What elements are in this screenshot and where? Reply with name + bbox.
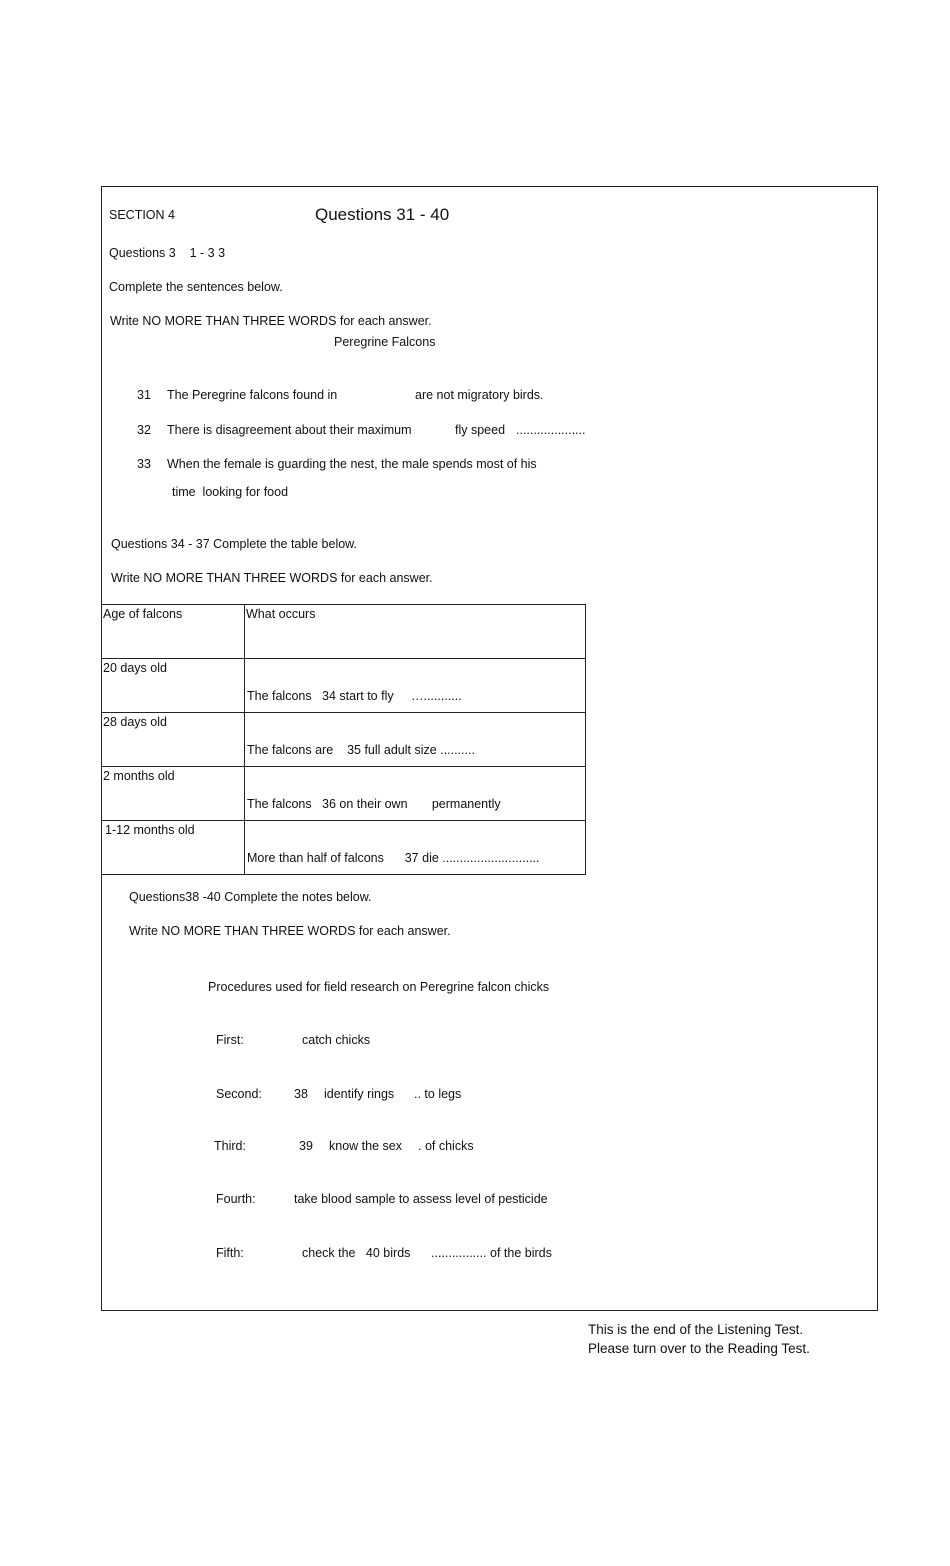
questions-title: Questions 31 - 40 bbox=[315, 205, 450, 224]
step-third-label: Third: bbox=[214, 1139, 246, 1153]
question-number-31: 31 bbox=[137, 388, 151, 402]
age-label: 2 months old bbox=[103, 769, 175, 783]
table-cell-age bbox=[102, 713, 245, 767]
header-what-occurs: What occurs bbox=[246, 607, 316, 621]
step-second-label: Second: bbox=[216, 1087, 262, 1101]
table-cell-age bbox=[102, 821, 245, 875]
part3-heading: Questions38 -40 Complete the notes below. bbox=[129, 890, 372, 904]
part1-instruction-word-limit: Write NO MORE THAN THREE WORDS for each answer. bbox=[110, 314, 432, 328]
question-32-text-mid: fly speed bbox=[455, 423, 506, 437]
question-33-text: When the female is guarding the nest, the male spends most of his bbox=[167, 457, 537, 471]
occurs-text: More than half of falcons 37 die ............................ bbox=[247, 851, 540, 865]
table-cell-occurs bbox=[245, 713, 586, 767]
step-fifth-tail: ................ of the birds bbox=[431, 1246, 552, 1260]
part2-heading: Questions 34 - 37 Complete the table below. bbox=[111, 537, 357, 551]
table-cell-occurs bbox=[245, 767, 586, 821]
notes-title: Procedures used for field research on Peregrine falcon chicks bbox=[208, 980, 550, 994]
question-33-text-cont: time looking for food bbox=[172, 485, 289, 499]
header-age: Age of falcons bbox=[103, 607, 183, 621]
question-number-32: 32 bbox=[137, 423, 151, 437]
part3-instruction: Write NO MORE THAN THREE WORDS for each answer. bbox=[129, 924, 451, 938]
occurs-text: The falcons are 35 full adult size .......... bbox=[247, 743, 475, 757]
age-label: 20 days old bbox=[103, 661, 167, 675]
step-third-tail: . of chicks bbox=[418, 1139, 474, 1153]
table-row bbox=[102, 713, 586, 767]
table-header-cell bbox=[102, 605, 245, 659]
step-fifth-text: check the 40 birds bbox=[302, 1246, 411, 1260]
table-cell-age bbox=[102, 659, 245, 713]
question-number-38: 38 bbox=[294, 1087, 308, 1101]
part2-instruction: Write NO MORE THAN THREE WORDS for each answer. bbox=[111, 571, 433, 585]
table-header-cell bbox=[245, 605, 586, 659]
table-cell-occurs bbox=[245, 821, 586, 875]
section-label: SECTION 4 bbox=[109, 208, 175, 222]
question-number-39: 39 bbox=[299, 1139, 313, 1153]
question-number-33: 33 bbox=[137, 457, 151, 471]
occurs-text: The falcons 36 on their own permanently bbox=[247, 797, 501, 811]
table-row bbox=[102, 767, 586, 821]
table-header-row bbox=[102, 605, 586, 659]
turn-over-note: Please turn over to the Reading Test. bbox=[588, 1341, 810, 1356]
table-cell-occurs bbox=[245, 659, 586, 713]
part1-instruction-complete: Complete the sentences below. bbox=[109, 280, 283, 294]
question-31-text: The Peregrine falcons found in bbox=[167, 388, 338, 402]
end-of-test-note: This is the end of the Listening Test. bbox=[588, 1322, 804, 1337]
step-first-text: catch chicks bbox=[302, 1033, 371, 1047]
age-label: 28 days old bbox=[103, 715, 167, 729]
step-third-text: know the sex bbox=[329, 1139, 402, 1153]
occurs-text: The falcons 34 start to fly …........... bbox=[247, 689, 462, 703]
table-cell-age bbox=[102, 767, 245, 821]
step-first-label: First: bbox=[216, 1033, 244, 1047]
question-32-blank: .................... bbox=[516, 423, 586, 437]
falcon-age-table bbox=[101, 604, 586, 875]
step-fourth-text: take blood sample to assess level of pesticide bbox=[294, 1192, 548, 1206]
table-row bbox=[102, 821, 586, 875]
step-fourth-label: Fourth: bbox=[216, 1192, 256, 1206]
question-32-text: There is disagreement about their maximum bbox=[167, 423, 412, 437]
age-label: 1-12 months old bbox=[105, 823, 195, 837]
step-fifth-label: Fifth: bbox=[216, 1246, 244, 1260]
part1-subtitle: Peregrine Falcons bbox=[334, 335, 436, 349]
part1-heading: Questions 3 1 - 3 3 bbox=[109, 246, 226, 260]
step-second-text: identify rings bbox=[324, 1087, 395, 1101]
table-row bbox=[102, 659, 586, 713]
step-second-tail: .. to legs bbox=[414, 1087, 462, 1101]
question-31-text-end: are not migratory birds. bbox=[415, 388, 544, 402]
